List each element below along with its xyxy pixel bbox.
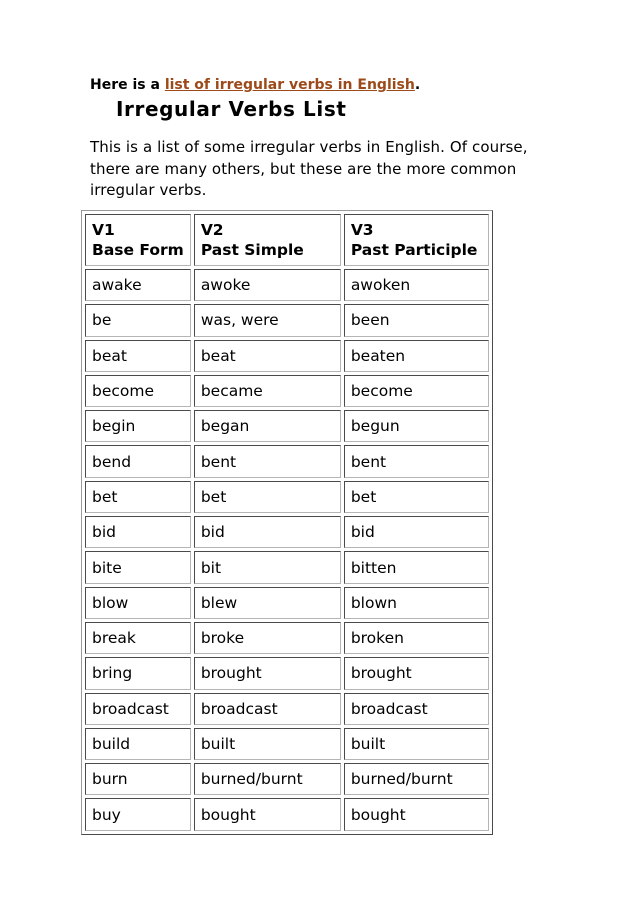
past-participle-cell: begun bbox=[344, 410, 489, 442]
table-row bbox=[85, 728, 489, 760]
description-paragraph: This is a list of some irregular verbs in English. Of course, there are many others, but these are the more common irregular verbs. bbox=[90, 138, 528, 199]
base-form-cell: buy bbox=[85, 798, 191, 830]
past-simple-cell: awoke bbox=[194, 269, 341, 301]
column-header-v1 bbox=[85, 214, 191, 266]
table-row bbox=[85, 763, 489, 795]
table-row bbox=[85, 551, 489, 583]
column-code: V2 bbox=[200, 221, 224, 239]
past-simple-cell: built bbox=[194, 728, 341, 760]
base-form-cell: bid bbox=[85, 516, 191, 548]
past-participle-cell: burned/burnt bbox=[344, 763, 489, 795]
base-form-cell: become bbox=[85, 375, 191, 407]
column-code: V1 bbox=[92, 221, 115, 239]
past-simple-cell: bit bbox=[194, 551, 341, 583]
table-row bbox=[85, 410, 489, 442]
intro-suffix: . bbox=[414, 77, 421, 93]
past-participle-cell: become bbox=[344, 375, 489, 407]
base-form-cell: burn bbox=[85, 763, 191, 795]
past-participle-cell: bent bbox=[344, 445, 489, 477]
table-row bbox=[85, 516, 489, 548]
base-form-cell: be bbox=[85, 304, 191, 336]
column-label: Past Simple bbox=[200, 241, 304, 259]
past-participle-cell: blown bbox=[344, 587, 489, 619]
past-participle-cell: built bbox=[344, 728, 489, 760]
irregular-verbs-link[interactable]: list of irregular verbs in English bbox=[164, 77, 415, 93]
base-form-cell: bet bbox=[85, 481, 191, 513]
base-form-cell: bring bbox=[85, 657, 191, 689]
base-form-cell: broadcast bbox=[85, 693, 191, 725]
table-row bbox=[85, 798, 489, 830]
past-simple-cell: beat bbox=[194, 340, 341, 372]
table-row bbox=[85, 340, 489, 372]
table-row bbox=[85, 445, 489, 477]
past-participle-cell: beaten bbox=[344, 340, 489, 372]
base-form-cell: bend bbox=[85, 445, 191, 477]
table-row bbox=[85, 269, 489, 301]
past-participle-cell: been bbox=[344, 304, 489, 336]
base-form-cell: build bbox=[85, 728, 191, 760]
table-body bbox=[85, 269, 489, 831]
past-participle-cell: broadcast bbox=[344, 693, 489, 725]
table-row bbox=[85, 657, 489, 689]
page-title: Irregular Verbs List bbox=[116, 97, 347, 121]
past-participle-cell: bought bbox=[344, 798, 489, 830]
past-participle-cell: bitten bbox=[344, 551, 489, 583]
base-form-cell: beat bbox=[85, 340, 191, 372]
base-form-cell: bite bbox=[85, 551, 191, 583]
column-header-v3 bbox=[344, 214, 489, 266]
table-row bbox=[85, 693, 489, 725]
past-simple-cell: bid bbox=[194, 516, 341, 548]
column-label: Base Form bbox=[92, 241, 184, 259]
table-row bbox=[85, 375, 489, 407]
column-label: Past Participle bbox=[350, 241, 478, 259]
past-simple-cell: blew bbox=[194, 587, 341, 619]
past-simple-cell: burned/burnt bbox=[194, 763, 341, 795]
base-form-cell: begin bbox=[85, 410, 191, 442]
table-header-row bbox=[85, 214, 489, 266]
past-simple-cell: bought bbox=[194, 798, 341, 830]
table-row bbox=[85, 304, 489, 336]
column-code: V3 bbox=[350, 221, 374, 239]
past-simple-cell: bet bbox=[194, 481, 341, 513]
table-row bbox=[85, 587, 489, 619]
past-simple-cell: brought bbox=[194, 657, 341, 689]
irregular-verbs-table bbox=[81, 210, 493, 835]
past-simple-cell: was, were bbox=[194, 304, 341, 336]
past-simple-cell: became bbox=[194, 375, 341, 407]
past-participle-cell: bid bbox=[344, 516, 489, 548]
past-participle-cell: brought bbox=[344, 657, 489, 689]
base-form-cell: blow bbox=[85, 587, 191, 619]
past-simple-cell: began bbox=[194, 410, 341, 442]
past-simple-cell: bent bbox=[194, 445, 341, 477]
past-simple-cell: broke bbox=[194, 622, 341, 654]
past-participle-cell: bet bbox=[344, 481, 489, 513]
past-participle-cell: broken bbox=[344, 622, 489, 654]
past-participle-cell: awoken bbox=[344, 269, 489, 301]
intro-prefix: Here is a bbox=[90, 77, 165, 93]
past-simple-cell: broadcast bbox=[194, 693, 341, 725]
table-row bbox=[85, 622, 489, 654]
column-header-v2 bbox=[194, 214, 341, 266]
table-row bbox=[85, 481, 489, 513]
base-form-cell: break bbox=[85, 622, 191, 654]
intro-line bbox=[90, 77, 420, 93]
base-form-cell: awake bbox=[85, 269, 191, 301]
